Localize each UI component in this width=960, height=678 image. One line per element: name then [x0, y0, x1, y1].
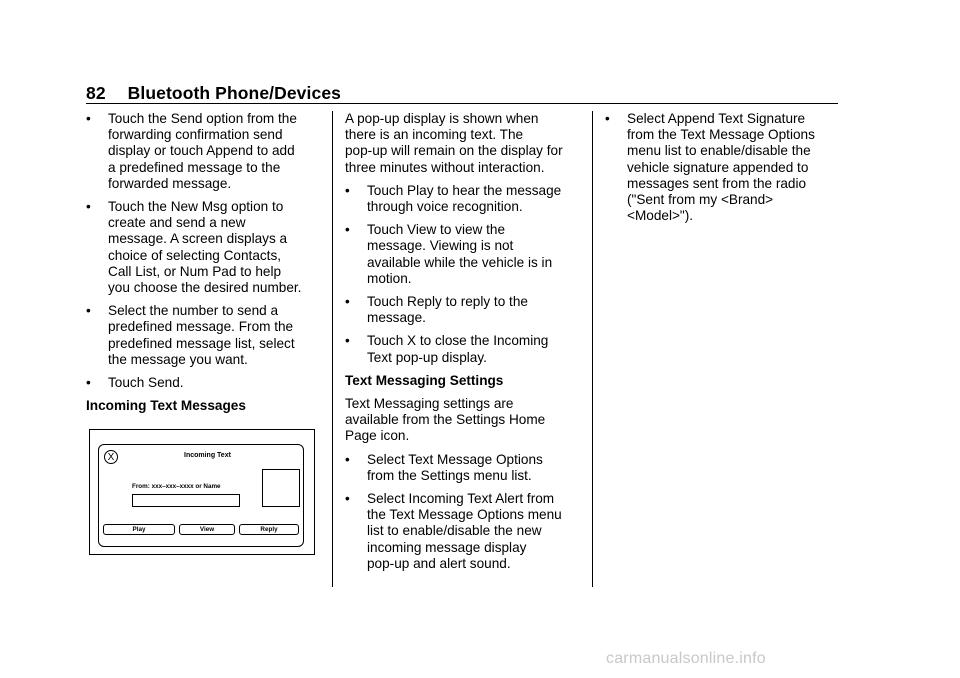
popup-screen	[98, 444, 304, 547]
bullet-marker: •	[605, 111, 610, 126]
paragraph-popup-intro: A pop-up display is shown when there is an incoming text. The pop-up will remain on the display for three minutes without interaction.	[345, 111, 563, 175]
column-1	[86, 111, 330, 421]
bullet-marker: •	[345, 333, 350, 349]
play-button: Play	[103, 524, 175, 535]
page-number: 82	[86, 83, 106, 103]
bullet-marker: •	[86, 111, 91, 126]
list-item-text: Touch Reply to reply to the message.	[367, 294, 528, 326]
bullet-marker: •	[86, 199, 91, 215]
paragraph-settings-intro: Text Messaging settings are available from the Settings Home Page icon.	[345, 396, 546, 444]
bullet-marker: •	[86, 375, 91, 391]
list-item	[86, 111, 330, 192]
column-divider-2	[592, 111, 593, 587]
list-item	[345, 491, 585, 572]
close-icon: X	[104, 450, 118, 464]
list-item	[86, 303, 330, 368]
list-item	[345, 333, 585, 365]
incoming-text-figure	[89, 429, 315, 555]
list-item-text: Touch the New Msg option to create and send a new message. A screen displays a choice of selecting Contacts, Call List, or Num Pad to help you choose the desired number.	[108, 199, 302, 296]
bullet-marker: •	[345, 222, 350, 238]
list-item	[345, 183, 585, 215]
column-divider-1	[332, 111, 333, 587]
list-item	[345, 452, 585, 484]
bullet-marker: •	[345, 491, 350, 507]
list-item	[86, 199, 330, 296]
popup-from-label: From: xxx–xxx–xxxx or Name	[132, 483, 221, 490]
subheading-incoming-text: Incoming Text Messages	[86, 398, 246, 414]
bullet-marker: •	[86, 303, 91, 319]
contact-photo-box	[262, 469, 300, 507]
list-item	[345, 222, 585, 287]
list-item-text: Touch X to close the Incoming Text pop-up display.	[367, 333, 549, 365]
view-button: View	[179, 524, 235, 535]
watermark: carmanualsonline.info	[606, 650, 766, 667]
subheading-text-messaging-settings: Text Messaging Settings	[345, 372, 504, 388]
list-item-text: Touch Play to hear the message through voice recognition.	[367, 182, 562, 215]
list-item-text: Select Incoming Text Alert from the Text Message Options menu list to enable/disable the new incoming message display pop-up and alert sound.	[367, 491, 562, 571]
column-3	[605, 111, 837, 231]
list-item-text: Touch Send.	[108, 375, 184, 391]
list-item	[86, 375, 330, 391]
reply-button: Reply	[239, 524, 299, 535]
list-item-text: Select the number to send a predefined message. From the predefined message list, select the message you want.	[108, 303, 295, 367]
list-item-text: Touch View to view the message. Viewing is not available while the vehicle is in motion.	[367, 222, 553, 286]
bullet-marker: •	[345, 182, 350, 198]
header-rule	[86, 103, 838, 104]
popup-message-field	[132, 494, 240, 507]
list-item	[345, 294, 585, 326]
list-item-text: Touch the Send option from the forwarding confirmation send display or touch Append to add a predefined message to the forwarded message.	[108, 111, 297, 191]
section-title: Bluetooth Phone/Devices	[127, 83, 341, 103]
popup-title: Incoming Text	[184, 452, 231, 459]
bullet-marker: •	[345, 451, 350, 467]
list-item-text: Select Append Text Signature from the Text Message Options menu list to enable/disable the vehicle signature appended to messages sent from the radio ("Sent from my <Brand> <Model>").	[627, 111, 815, 224]
list-item	[605, 111, 837, 224]
page-header	[86, 83, 341, 104]
list-item-text: Select Text Message Options from the Settings menu list.	[367, 451, 543, 483]
column-2	[345, 111, 585, 579]
bullet-marker: •	[345, 294, 350, 310]
